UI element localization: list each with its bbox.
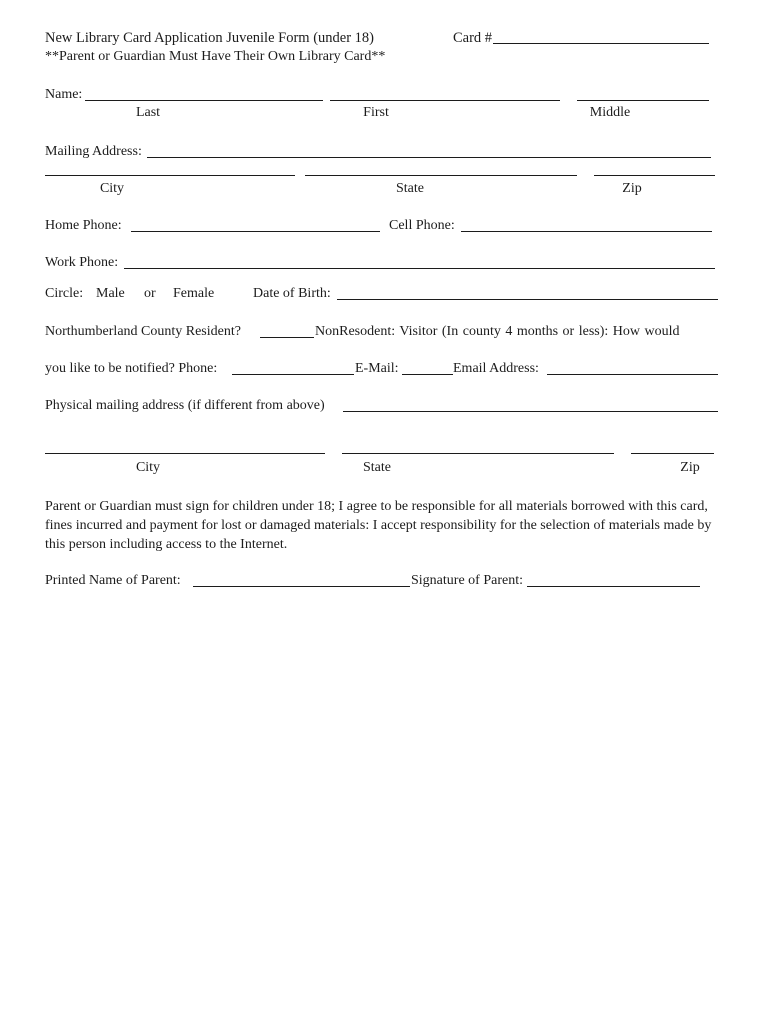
physical-state-field[interactable] [342, 453, 614, 454]
physical-city-caption: City [135, 460, 161, 475]
first-name-caption: First [363, 105, 389, 120]
mailing-zip-caption: Zip [622, 181, 642, 196]
home-phone-label: Home Phone: [45, 218, 122, 233]
physical-address-label: Physical mailing address (if different from above) [45, 398, 325, 413]
card-number-label: Card # [453, 30, 493, 46]
nonresident-text: NonResodent: Visitor (In county 4 months or less): How would [315, 324, 680, 339]
mailing-city-field[interactable] [45, 175, 295, 176]
county-resident-label: Northumberland County Resident? [45, 324, 241, 339]
notify-email-field[interactable] [402, 374, 453, 375]
cell-phone-label: Cell Phone: [389, 218, 455, 233]
mailing-address-label: Mailing Address: [45, 144, 142, 159]
first-name-field[interactable] [330, 100, 560, 101]
mailing-address-field[interactable] [147, 157, 711, 158]
gender-or-text: or [144, 286, 156, 301]
printed-name-label: Printed Name of Parent: [45, 573, 181, 588]
county-resident-field[interactable] [260, 337, 314, 338]
printed-name-field[interactable] [193, 586, 410, 587]
physical-zip-caption: Zip [680, 460, 700, 475]
mailing-city-caption: City [99, 181, 125, 196]
signature-field[interactable] [527, 586, 700, 587]
guardian-card-note: **Parent or Guardian Must Have Their Own Library Card** [45, 49, 386, 64]
form-title: New Library Card Application Juvenile Form (under 18) [45, 30, 374, 46]
physical-state-caption: State [363, 460, 391, 475]
home-phone-field[interactable] [131, 231, 380, 232]
email-address-field[interactable] [547, 374, 718, 375]
date-of-birth-label: Date of Birth: [253, 286, 331, 301]
mailing-state-field[interactable] [305, 175, 577, 176]
cell-phone-field[interactable] [461, 231, 712, 232]
mailing-zip-field[interactable] [594, 175, 715, 176]
mailing-state-caption: State [396, 181, 424, 196]
signature-label: Signature of Parent: [411, 573, 523, 588]
gender-female-option[interactable]: Female [173, 286, 215, 301]
notify-email-label: E-Mail: [355, 361, 399, 376]
card-number-field[interactable] [493, 43, 709, 44]
last-name-field[interactable] [85, 100, 323, 101]
date-of-birth-field[interactable] [337, 299, 718, 300]
work-phone-field[interactable] [124, 268, 715, 269]
gender-male-option[interactable]: Male [96, 286, 125, 301]
work-phone-label: Work Phone: [45, 255, 119, 270]
notify-phone-field[interactable] [232, 374, 354, 375]
physical-address-field[interactable] [343, 411, 718, 412]
notify-question: you like to be notified? Phone: [45, 361, 218, 376]
name-label: Name: [45, 87, 83, 102]
parent-agreement-text: Parent or Guardian must sign for children under 18; I agree to be responsible for all materials borrowed with this card, fines incurred and payment for lost or damaged materials: I accept responsibility for the selection of materials made by this person including access to the Internet. [45, 499, 712, 552]
middle-name-field[interactable] [577, 100, 709, 101]
circle-label: Circle: [45, 286, 84, 301]
email-address-label: Email Address: [453, 361, 539, 376]
middle-name-caption: Middle [589, 105, 631, 120]
last-name-caption: Last [135, 105, 161, 120]
physical-city-field[interactable] [45, 453, 325, 454]
physical-zip-field[interactable] [631, 453, 714, 454]
